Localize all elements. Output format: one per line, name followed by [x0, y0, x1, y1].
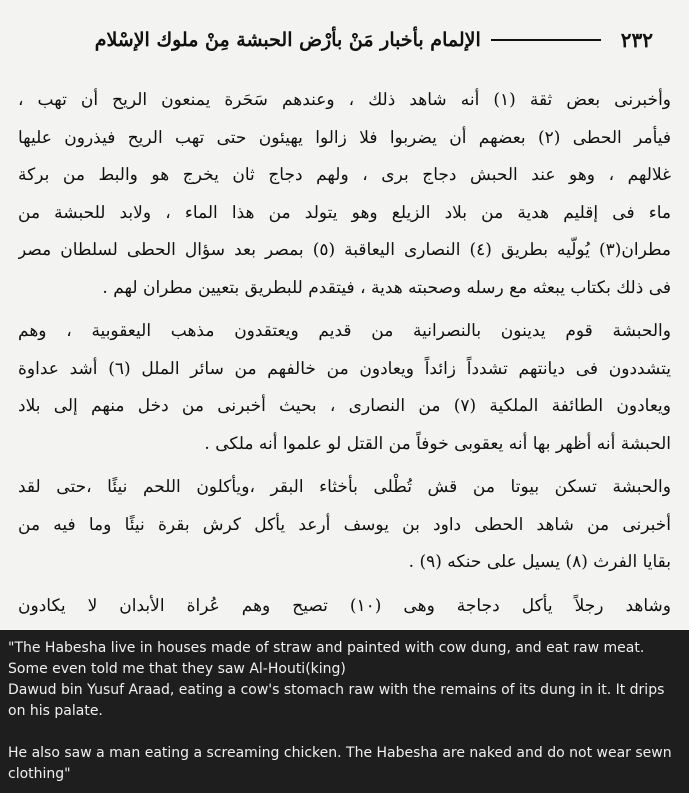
- text-line: ويعادون الطائفة الملكية (٧) من النصارى ، بحيث أخبرنى من دخل منهم إلى بلاد: [18, 396, 671, 416]
- caption-line-3: He also saw a man eating a screaming chicken. The Habesha are naked and do not wear sewn clothing": [8, 745, 677, 782]
- paragraph-4: [18, 588, 671, 631]
- header-rule: [491, 39, 601, 41]
- text-line: ماء فى إقليم هدية من بلاد الزيلع وهو يتولد من هذا الماء ، ولابد للحبشة من: [18, 202, 671, 223]
- text-line: وأخبرنى بعض ثقة (١) أنه شاهد ذلك ، وعندهم سَحَرة يمنعون الريح أن تهب ،: [18, 90, 671, 110]
- text-line: فى ذلك بكتاب يبعثه مع رسله وصحبته هدية ، فيتقدم للبطريق بتعيين مطران لهم .: [102, 277, 671, 298]
- translation-caption: [0, 630, 689, 793]
- text-line: يتشددون فى ديانتهم تشدداً زائداً ويعادون من خالفهم من سائر الملل (٦) أشد عداوة: [18, 358, 671, 379]
- running-header: [20, 22, 653, 58]
- text-line: بقايا الفرث (٨) يسيل على حنكه (٩) .: [408, 552, 671, 572]
- paragraph-2: [18, 313, 671, 463]
- caption-spacer: [8, 722, 681, 743]
- text-line: والحبشة تسكن بيوتا من قش تُطْلى بأخثاء البقر ،ويأكلون اللحم نيئًا ،حتى لقد: [18, 477, 671, 497]
- running-title: الإلمام بأخبار مَنْ بأرْض الحبشة مِنْ ملوك الإسْلام: [94, 29, 481, 51]
- paragraph-3: [18, 469, 671, 582]
- text-line: مطران(٣) يُولّيه بطريق (٤) النصارى اليعاقبة (٥) بمصر بعد سؤال الحطى لسلطان مصر: [18, 240, 671, 260]
- text-line: والحبشة قوم يدينون بالنصرانية من قديم ويعتقدون مذهب اليعقوبية ، وهم: [18, 321, 671, 341]
- paragraph-1: [18, 82, 671, 307]
- caption-line-1: "The Habesha live in houses made of straw and painted with cow dung, and eat raw meat. Some even told me that they saw Al-Houti(king): [8, 640, 649, 677]
- page-number: ٢٣٢: [620, 28, 653, 52]
- text-line: وشاهد رجلاً يأكل دجاجة وهى (١٠) تصيح وهم عُراة الأبدان لا يكادون: [18, 595, 671, 616]
- text-line: فيأمر الحطى (٢) بعضهم أن يضربوا فلا زالوا يهيئون حتى تهب الريح فيذرون عليها: [18, 127, 671, 148]
- text-line: غلالهم ، وهو عند الحبش دجاج برى ، ولهم دجاج ثان يخرج هو والبط من بركة: [18, 165, 671, 185]
- page-body: [18, 82, 671, 630]
- text-line: أخبرنى من شاهد الحطى داود بن يوسف أرعد يأكل كرش بقرة نيئًا وما فيه من: [18, 514, 671, 535]
- caption-line-2: Dawud bin Yusuf Araad, eating a cow's stomach raw with the remains of its dung in it. It drips on his palate.: [8, 682, 669, 719]
- text-line: الحبشة أنه أظهر بها أنه يعقوبى خوفاً من القتل لو علموا أنه ملكى .: [204, 433, 671, 454]
